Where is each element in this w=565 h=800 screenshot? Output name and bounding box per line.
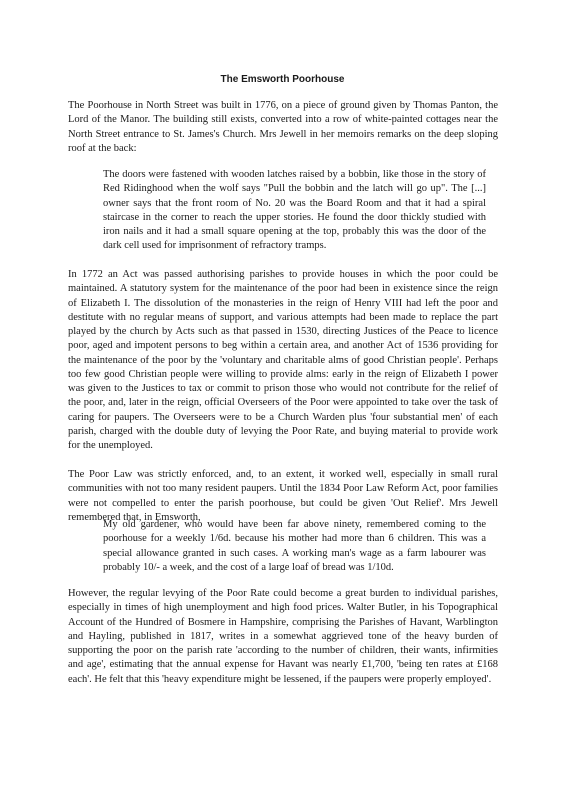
paragraph-act-1772: In 1772 an Act was passed authorising parishes to provide houses in which the poor could be maintained. A statutory system for the maintenance of the poor had been in existence since the reign of Elizabeth I. The dissolution of the monasteries in the reign of Henry VIII had left the poor and destitute with no regular means of support, and various attempts had been made to replace the part played by the church by Acts such as that passed in 1530, directing Justices of the Peace to licence poor, aged and impotent persons to beg within a certain area, and another Act of 1536 providing for the maintenance of the poor by the 'voluntary and charitable alms of good Christian people'. Perhaps too few good Christian people were willing to provide alms: early in the reign of Elizabeth I power was given to the Justices to tax or commit to prison those who would not contribute for the relief of the poor, and, later in the reign, official Overseers of the Poor were appointed to take over the task of caring for paupers. The Overseers were to be a Church Warden plus 'four substantial men' of each parish, charged with the double duty of levying the Poor Rate, and buying material to provide work for the unemployed. bbox=[68, 269, 498, 451]
blockquote-gardener: My old gardener, who would have been far above ninety, remembered coming to the poorhouse for a weekly 1/6d. because his mother had more than 6 children. This was a special allowance granted in such cases. A working man's wage as a farm labourer was probably 10/- a week, and the cost of a large loaf of bread was 1/10d. bbox=[103, 519, 486, 573]
paragraph-poor-rate: However, the regular levying of the Poor Rate could become a great burden to individual parishes, especially in times of high unemployment and high food prices. Walter Butler, in his Topographical Account of the Hundred of Bosmere in Hampshire, comprising the Parishes of Havant, Warblington and Hayling, published in 1817, writes in a somewhat aggrieved tone of the heavy burden of supporting the poor on the parish rate 'according to the number of children, their wants, infirmities and age', estimating that the annual expense for Havant was nearly £1,700, 'being ten rates at £168 each'. He felt that this 'heavy expenditure might be lessened, if the paupers were properly employed'. bbox=[68, 588, 498, 685]
paragraph-poor-law: The Poor Law was strictly enforced, and, to an extent, it worked well, especially in small rural communities with not too many resident paupers. Until the 1834 Poor Law Reform Act, poor families were not compelled to enter the parish poorhouse, but could be given 'Out Relief'. Mrs Jewell remembered that, in Emsworth, bbox=[68, 469, 498, 523]
blockquote-doors: The doors were fastened with wooden latches raised by a bobbin, like those in the story of Red Ridinghood when the wolf says "Pull the bobbin and the latch will go up". The [...] owner says that the front room of No. 20 was the Board Room and that it had a spiral staircase in the corner to reach the upper stories. He found the door thickly studied with iron nails and it had a small square opening at the top, probably this was the door of the dark cell used for imprisonment of refractory tramps. bbox=[103, 169, 486, 252]
page-title: The Emsworth Poorhouse bbox=[220, 74, 345, 85]
paragraph-intro: The Poorhouse in North Street was built in 1776, on a piece of ground given by Thomas Panton, the Lord of the Manor. The building still exists, converted into a row of white-painted cottages near the North Street entrance to St. James's Church. Mrs Jewell in her memoirs remarks on the deep sloping roof at the back: bbox=[68, 100, 498, 154]
